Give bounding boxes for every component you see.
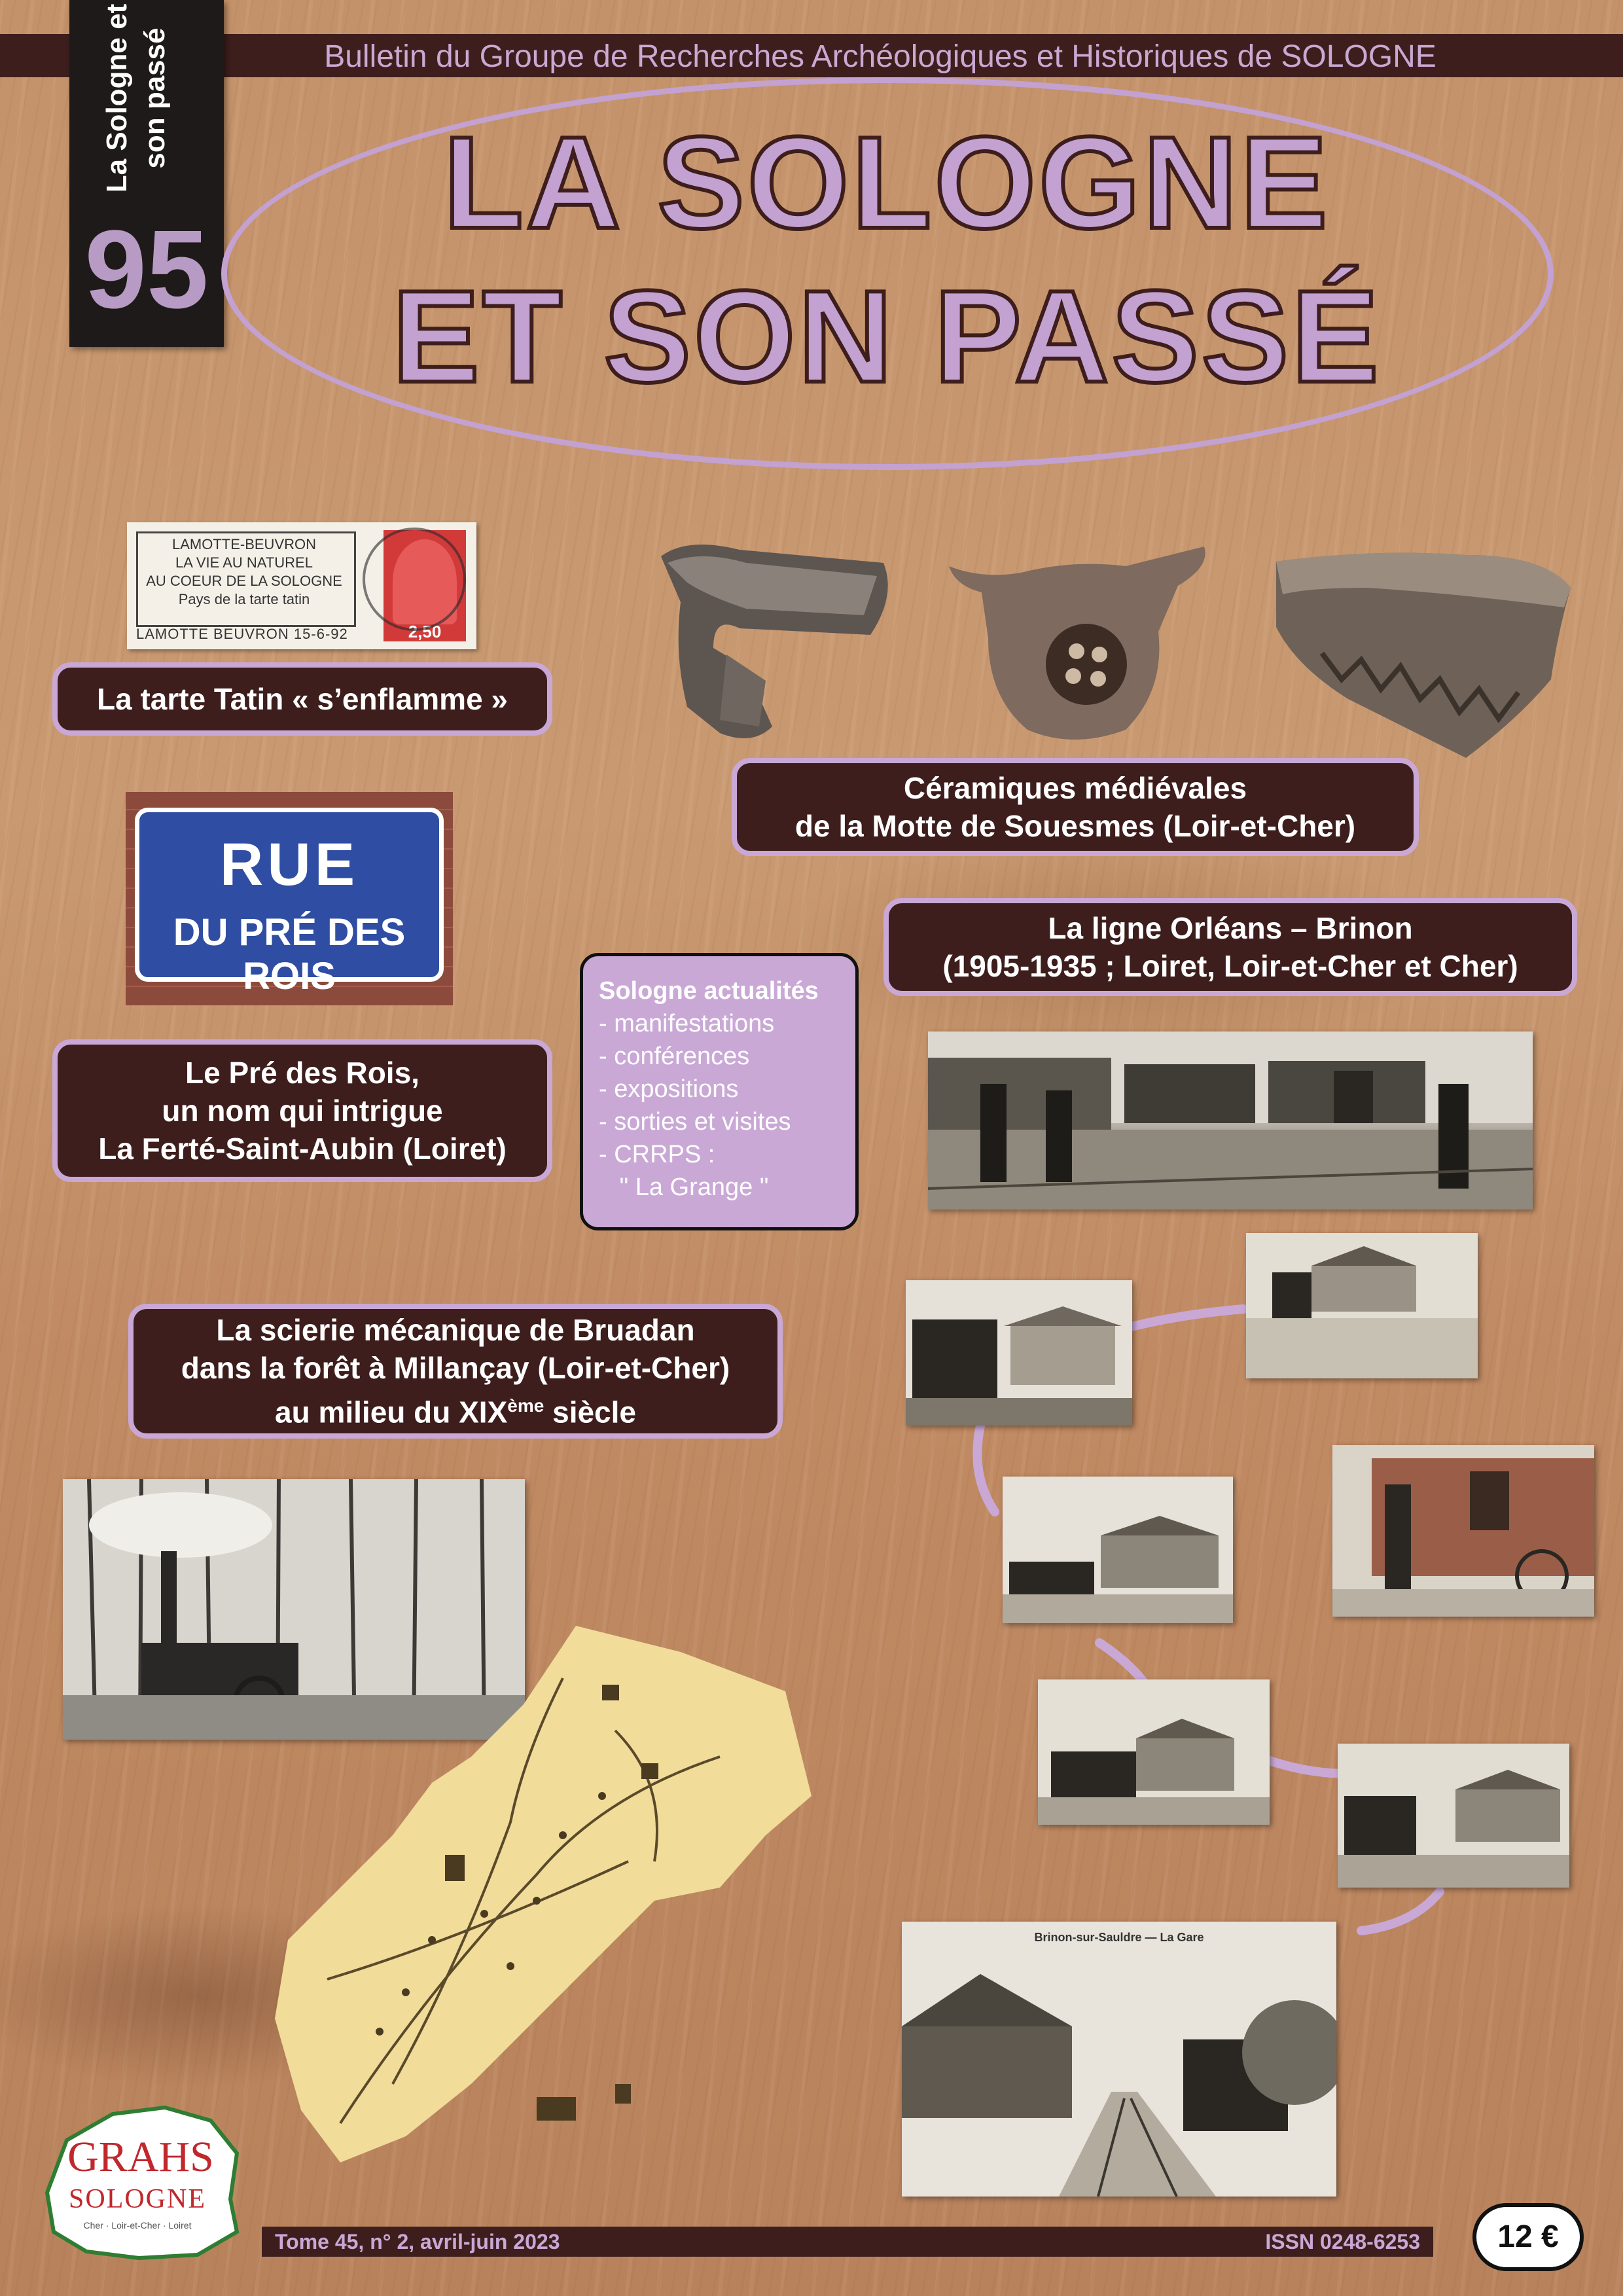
station-illustration <box>1246 1233 1478 1378</box>
caption-text: La ligne Orléans – Brinon <box>1048 911 1413 945</box>
actualites-item: - CRRPS : <box>599 1141 715 1168</box>
old-map-millancay <box>262 1626 812 2162</box>
actualites-item: - manifestations <box>599 1010 775 1037</box>
caption-text: dans la forêt à Millançay (Loir-et-Cher) <box>181 1351 730 1386</box>
postcard-station-5 <box>1038 1679 1270 1825</box>
caption-text: Céramiques médiévales <box>903 771 1247 805</box>
postcard-station-2 <box>1246 1233 1478 1378</box>
caption-text-main: au milieu du XIX <box>274 1395 508 1429</box>
station-illustration <box>1038 1679 1270 1825</box>
station-illustration <box>1003 1477 1233 1623</box>
caption-scierie <box>128 1304 783 1439</box>
price-badge: 12 € <box>1472 2203 1584 2271</box>
caption-text: Le Pré des Rois, <box>185 1056 419 1090</box>
round-postmark <box>363 528 466 631</box>
issue-number: 95 <box>84 207 209 332</box>
postmark-date: LAMOTTE BEUVRON 15-6-92 <box>136 626 348 642</box>
ceramic-shard-decorated <box>1270 548 1571 764</box>
actualites-title: Sologne actualités <box>599 977 819 1005</box>
caption-text: un nom qui intrigue <box>162 1094 443 1128</box>
main-title-line2: ET SON PASSÉ <box>392 264 1382 410</box>
train-yard-illustration <box>928 1031 1533 1210</box>
postcard-brinon-station <box>902 1922 1336 2197</box>
caption-text-main: siècle <box>544 1395 637 1429</box>
postmark-line: Pays de la tarte tatin <box>178 591 310 607</box>
actualites-box <box>580 953 859 1230</box>
postmark-envelope <box>127 522 476 649</box>
main-title-line1: LA SOLOGNE <box>443 110 1330 256</box>
caption-text: (1905-1935 ; Loiret, Loir-et-Cher et Cher) <box>942 949 1518 983</box>
station-illustration <box>906 1280 1132 1426</box>
photo-train-yard <box>928 1031 1533 1210</box>
logo-name: GRAHS <box>67 2133 214 2181</box>
actualites-item: - expositions <box>599 1075 739 1103</box>
caption-text: La tarte Tatin « s’enflamme » <box>96 682 508 716</box>
caption-text <box>134 1387 777 1431</box>
grahs-logo-icon <box>41 2101 250 2265</box>
postcard-station-1 <box>906 1280 1132 1426</box>
brinon-station-illustration <box>902 1922 1336 2197</box>
caption-ligne-orleans-brinon <box>883 898 1577 996</box>
ceramic-shard-rim <box>648 537 897 746</box>
ceramic-shard-spout <box>942 540 1217 743</box>
caption-text: de la Motte de Souesmes (Loir-et-Cher) <box>794 809 1356 843</box>
caption-superscript: ème <box>507 1395 544 1416</box>
caption-tarte-tatin <box>52 662 552 736</box>
postcard-caption: Brinon-sur-Sauldre — La Gare <box>1034 1931 1204 1944</box>
postmark-line: AU COEUR DE LA SOLOGNE <box>146 573 342 589</box>
logo-subtitle: SOLOGNE <box>69 2184 206 2214</box>
street-sign-line2: DU PRÉ DES ROIS <box>173 911 406 997</box>
caption-text: La Ferté-Saint-Aubin (Loiret) <box>98 1132 507 1166</box>
caption-pre-des-rois <box>52 1039 552 1182</box>
street-sign-line1: RUE <box>219 831 359 898</box>
series-name-vertical: La Sologne et son passé <box>101 3 171 193</box>
caption-ceramiques <box>732 758 1419 856</box>
footer-issn: ISSN 0248-6253 <box>1265 2230 1420 2253</box>
actualites-item: - sorties et visites <box>599 1108 791 1136</box>
footer-tome: Tome 45, n° 2, avril-juin 2023 <box>275 2230 560 2253</box>
street-sign-photo <box>126 792 453 1005</box>
postcard-station-6 <box>1338 1744 1569 1888</box>
postmark-text <box>139 535 349 609</box>
actualites-item: - conférences <box>599 1043 750 1070</box>
actualites-item: " La Grange " <box>599 1174 769 1201</box>
postmark-line: LA VIE AU NATUREL <box>175 554 313 571</box>
caption-text: La scierie mécanique de Bruadan <box>216 1313 695 1348</box>
station-illustration <box>1338 1744 1569 1888</box>
postmark-line: LAMOTTE-BEUVRON <box>171 536 317 552</box>
stamp-value: 2,50 <box>408 622 442 641</box>
postcard-station-3 <box>1003 1477 1233 1623</box>
bulletin-subtitle: Bulletin du Groupe de Recherches Archéologiques et Historiques de SOLOGNE <box>324 39 1436 74</box>
postcard-station-4 <box>1332 1445 1594 1617</box>
logo-departments: Cher · Loir-et-Cher · Loiret <box>83 2220 192 2231</box>
street-sign-plate <box>135 808 444 997</box>
station-illustration <box>1332 1445 1594 1617</box>
